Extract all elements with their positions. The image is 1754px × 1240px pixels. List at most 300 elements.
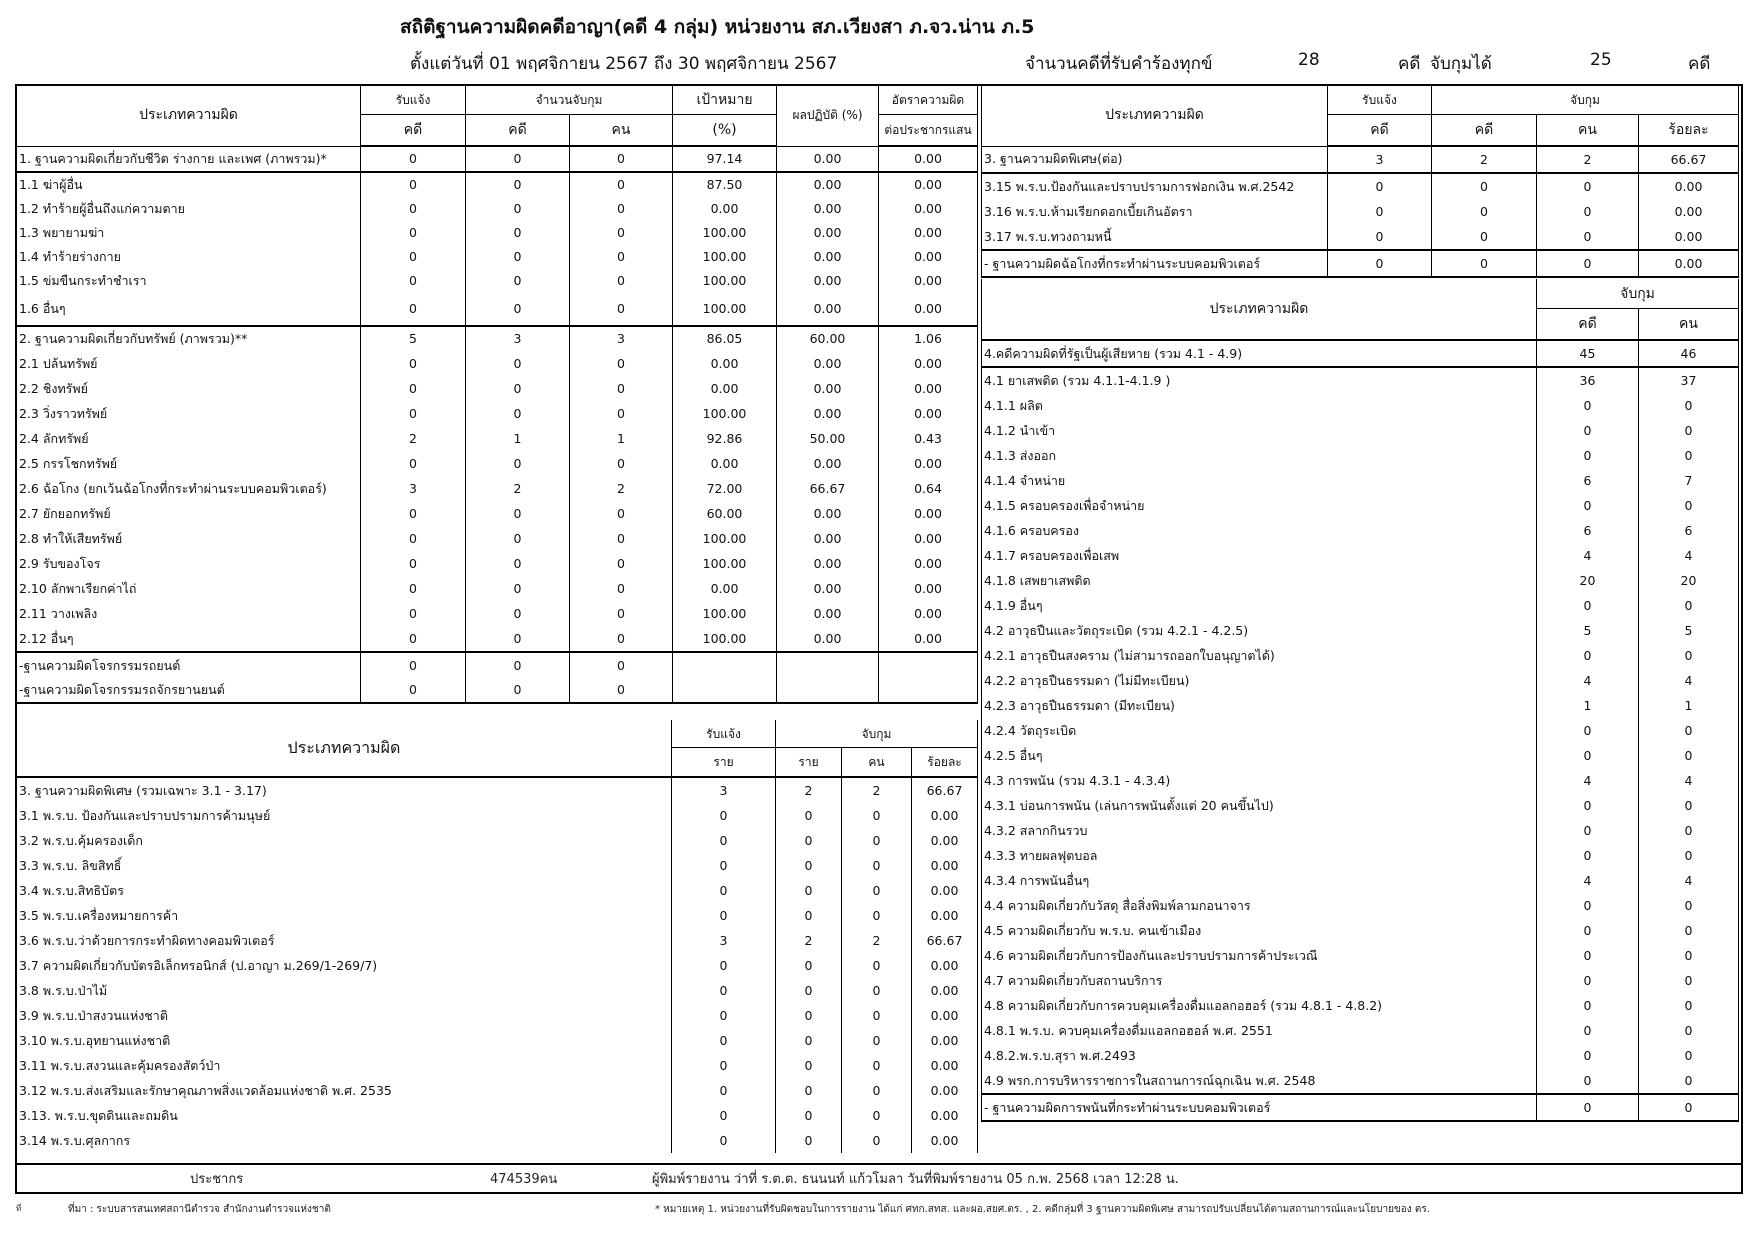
- table-row: [17, 451, 978, 476]
- cell-value: 3: [570, 326, 673, 351]
- cell-value: 0: [842, 1028, 912, 1053]
- row-label: 2.11 วางเพลิง: [17, 601, 361, 626]
- cell-value: 0.00: [673, 576, 777, 601]
- cell-value: 0.00: [777, 551, 879, 576]
- cell-value: 0.00: [673, 376, 777, 401]
- cell-value: 72.00: [673, 476, 777, 501]
- received-unit: คดี: [1398, 54, 1421, 74]
- cell-value: 0: [361, 172, 466, 197]
- table-row: [982, 618, 1739, 643]
- footer-mark: ที่: [16, 1204, 22, 1213]
- cell-value: 0: [361, 601, 466, 626]
- cell-value: 1: [1537, 693, 1639, 718]
- col-header-person: คน: [570, 115, 673, 147]
- cell-value: 0: [570, 221, 673, 245]
- cell-value: 0: [842, 1103, 912, 1128]
- cell-value: 0: [361, 245, 466, 269]
- cell-value: 0: [776, 1053, 842, 1078]
- sec4-header-arrested: จับกุม: [1537, 279, 1739, 309]
- col-header-arrest-count: จำนวนจับกุม: [466, 85, 673, 115]
- table-row: [982, 668, 1739, 693]
- row-label: 3. ฐานความผิดพิเศษ(ต่อ): [982, 146, 1328, 173]
- cell-value: 0: [361, 451, 466, 476]
- cell-value: 100.00: [673, 269, 777, 293]
- row-label: 3.17 พ.ร.บ.ทวงถามหนี้: [982, 224, 1328, 250]
- cell-value: 0: [466, 172, 570, 197]
- row-label: 4.7 ความผิดเกี่ยวกับสถานบริการ: [982, 968, 1537, 993]
- table-row: [982, 893, 1739, 918]
- table-row: [982, 367, 1739, 393]
- table-row: [17, 172, 978, 197]
- cell-value: 0: [1639, 843, 1739, 868]
- row-label: 2.10 ลักพาเรียกค่าไถ่: [17, 576, 361, 601]
- cell-value: 0: [1639, 493, 1739, 518]
- row-label: 4.3.1 บ่อนการพนัน (เล่นการพนันตั้งแต่ 20 คนขึ้นไป): [982, 793, 1537, 818]
- row-label: 4.1 ยาเสพติด (รวม 4.1.1-4.1.9 ): [982, 367, 1537, 393]
- cell-value: 0.00: [879, 269, 978, 293]
- population-value: 474539คน: [490, 1172, 558, 1187]
- row-label: 1.3 พยายามฆ่า: [17, 221, 361, 245]
- special-crime-table: [16, 720, 978, 1153]
- right-header-reported: รับแจ้ง: [1328, 85, 1432, 115]
- row-label: 4.2 อาวุธปืนและวัตถุระเบิด (รวม 4.2.1 - 4.2.5): [982, 618, 1537, 643]
- cell-value: 0.00: [673, 197, 777, 221]
- cell-value: 0: [1639, 893, 1739, 918]
- cell-value: 0: [570, 626, 673, 652]
- cell-value: 0: [361, 551, 466, 576]
- cell-value: 0: [842, 878, 912, 903]
- state-victim-table: [981, 279, 1739, 1122]
- cell-value: 0.43: [879, 426, 978, 451]
- cell-value: 0: [672, 1078, 776, 1103]
- right-header-person: คน: [1537, 115, 1639, 147]
- cell-value: 3: [361, 476, 466, 501]
- cell-value: 0: [842, 1078, 912, 1103]
- remark-note: * หมายเหตุ 1. หน่วยงานที่รับผิดชอบในการรายงาน ได้แก่ ศทก.สทส. และผอ.สยศ.ตร. , 2. คดีกลุ่มที่ 3 ฐานความผิดพิเศษ สามารถปรับเปลี่ยนได้ตามสถานการณ์และนโยบายของ ตร.: [655, 1204, 1430, 1215]
- table-row: [982, 593, 1739, 618]
- arrested-unit: คดี: [1688, 54, 1711, 74]
- cell-value: 100.00: [673, 401, 777, 426]
- cell-value: 0: [1537, 418, 1639, 443]
- cell-value: 3: [1328, 146, 1432, 173]
- cell-value: 100.00: [673, 601, 777, 626]
- cell-value: 0: [361, 293, 466, 326]
- cell-value: 0: [776, 1003, 842, 1028]
- cell-value: 0: [1537, 743, 1639, 768]
- table-row: [17, 426, 978, 451]
- cell-value: 0.00: [879, 501, 978, 526]
- cell-value: 0: [1537, 1068, 1639, 1094]
- table-row: [17, 978, 978, 1003]
- cell-value: 0: [466, 576, 570, 601]
- cell-value: 0.00: [879, 601, 978, 626]
- table-row: [17, 853, 978, 878]
- cell-value: 2: [842, 928, 912, 953]
- cell-value: [879, 678, 978, 703]
- row-label: 4.คดีความผิดที่รัฐเป็นผู้เสียหาย (รวม 4.1 - 4.9): [982, 340, 1537, 367]
- cell-value: 6: [1537, 468, 1639, 493]
- cell-value: 0.00: [777, 626, 879, 652]
- row-label: 4.1.2 นำเข้า: [982, 418, 1537, 443]
- table-row: [17, 777, 978, 803]
- table-row: [982, 743, 1739, 768]
- cell-value: 0: [570, 551, 673, 576]
- cell-value: 0: [1537, 443, 1639, 468]
- table-row: [17, 376, 978, 401]
- cell-value: 0.00: [879, 245, 978, 269]
- cell-value: 0.00: [777, 576, 879, 601]
- cell-value: 2: [776, 928, 842, 953]
- row-label: 3.5 พ.ร.บ.เครื่องหมายการค้า: [17, 903, 672, 928]
- cell-value: 0: [1537, 843, 1639, 868]
- table-row: [17, 953, 978, 978]
- cell-value: 0: [672, 903, 776, 928]
- cell-value: 0.00: [879, 376, 978, 401]
- table-row: [17, 678, 978, 703]
- cell-value: 0.00: [777, 245, 879, 269]
- table-row: [982, 1068, 1739, 1094]
- cell-value: 0: [1537, 968, 1639, 993]
- row-label: 1.6 อื่นๆ: [17, 293, 361, 326]
- received-label: จำนวนคดีที่รับคำร้องทุกข์: [1025, 54, 1213, 74]
- cell-value: 1: [570, 426, 673, 451]
- cell-value: 2: [1537, 146, 1639, 173]
- cell-value: 0: [672, 1028, 776, 1053]
- cell-value: 0: [1639, 918, 1739, 943]
- cell-value: 0: [776, 903, 842, 928]
- special-crime-cont-table: [981, 85, 1739, 278]
- row-label: 4.8.2.พ.ร.บ.สุรา พ.ศ.2493: [982, 1043, 1537, 1068]
- cell-value: [777, 652, 879, 678]
- cell-value: 0: [1432, 199, 1537, 224]
- cell-value: 0.00: [879, 146, 978, 172]
- cell-value: 0: [1537, 1094, 1639, 1121]
- table-row: [17, 221, 978, 245]
- col-header-case: คดี: [361, 115, 466, 147]
- cell-value: 0: [672, 828, 776, 853]
- cell-value: 0.00: [912, 1028, 978, 1053]
- printed-by: ผู้พิมพ์รายงาน ว่าที่ ร.ต.ต. ธนนนท์ แก้วโมลา วันที่พิมพ์รายงาน 05 ก.พ. 2568 เวลา 12:28 น.: [652, 1172, 1179, 1187]
- cell-value: 0.64: [879, 476, 978, 501]
- cell-value: 0: [1328, 224, 1432, 250]
- cell-value: 0: [1639, 968, 1739, 993]
- row-label: 4.8.1 พ.ร.บ. ควบคุมเครื่องดื่มแอลกอฮอล์ พ.ศ. 2551: [982, 1018, 1537, 1043]
- cell-value: 0: [1328, 173, 1432, 199]
- cell-value: 0.00: [879, 551, 978, 576]
- row-label: -ฐานความผิดโจรกรรมรถยนต์: [17, 652, 361, 678]
- cell-value: 0: [570, 401, 673, 426]
- table-row: [17, 803, 978, 828]
- row-label: 4.6 ความผิดเกี่ยวกับการป้องกันและปราบปรามการค้าประเวณี: [982, 943, 1537, 968]
- cell-value: 2: [466, 476, 570, 501]
- sec3-header-case-arrest: ราย: [776, 748, 842, 778]
- table-row: [982, 199, 1739, 224]
- table-row: [982, 250, 1739, 277]
- col-header-result: ผลปฏิบัติ (%): [777, 85, 879, 146]
- cell-value: 0.00: [777, 451, 879, 476]
- sec3-header-reported: รับแจ้ง: [672, 720, 776, 748]
- cell-value: 0: [361, 376, 466, 401]
- row-label: 2.7 ยักยอกทรัพย์: [17, 501, 361, 526]
- cell-value: 0.00: [777, 501, 879, 526]
- row-label: 2. ฐานความผิดเกี่ยวกับทรัพย์ (ภาพรวม)**: [17, 326, 361, 351]
- cell-value: 0.00: [912, 1078, 978, 1103]
- cell-value: 100.00: [673, 221, 777, 245]
- row-label: 4.1.3 ส่งออก: [982, 443, 1537, 468]
- cell-value: 0.00: [912, 1128, 978, 1153]
- cell-value: 0.00: [879, 451, 978, 476]
- cell-value: 0: [361, 501, 466, 526]
- cell-value: 92.86: [673, 426, 777, 451]
- row-label: 3.3 พ.ร.บ. ลิขสิทธิ์: [17, 853, 672, 878]
- row-label: 4.2.2 อาวุธปืนธรรมดา (ไม่มีทะเบียน): [982, 668, 1537, 693]
- right-header-case: คดี: [1328, 115, 1432, 147]
- row-label: 4.3.3 ทายผลฟุตบอล: [982, 843, 1537, 868]
- cell-value: 0: [1537, 250, 1639, 277]
- cell-value: 0: [1537, 593, 1639, 618]
- cell-value: 0: [842, 953, 912, 978]
- cell-value: 0: [570, 245, 673, 269]
- cell-value: 0.00: [912, 953, 978, 978]
- table-row: [17, 293, 978, 326]
- cell-value: 0.00: [879, 221, 978, 245]
- cell-value: 0: [1537, 493, 1639, 518]
- cell-value: 0: [361, 269, 466, 293]
- col-header-type: ประเภทความผิด: [17, 85, 361, 146]
- cell-value: 0.00: [1639, 224, 1739, 250]
- row-label: 2.1 ปล้นทรัพย์: [17, 351, 361, 376]
- received-value: 28: [1298, 50, 1320, 70]
- table-row: [982, 818, 1739, 843]
- arrested-label: จับกุมได้: [1430, 54, 1492, 74]
- cell-value: 0.00: [879, 576, 978, 601]
- cell-value: 0: [776, 978, 842, 1003]
- row-label: - ฐานความผิดฉ้อโกงที่กระทำผ่านระบบคอมพิวเตอร์: [982, 250, 1328, 277]
- row-label: 4.4 ความผิดเกี่ยวกับวัสดุ สื่อสิ่งพิมพ์ลามกอนาจาร: [982, 893, 1537, 918]
- cell-value: 0: [361, 652, 466, 678]
- table-row: [17, 551, 978, 576]
- row-label: 3.11 พ.ร.บ.สงวนและคุ้มครองสัตว์ป่า: [17, 1053, 672, 1078]
- cell-value: 4: [1537, 668, 1639, 693]
- table-row: [17, 269, 978, 293]
- row-label: 3.13. พ.ร.บ.ขุดดินและถมดิน: [17, 1103, 672, 1128]
- table-row: [17, 652, 978, 678]
- table-row: [982, 146, 1739, 173]
- cell-value: 0: [1537, 1018, 1639, 1043]
- cell-value: 0: [361, 401, 466, 426]
- cell-value: 0: [1639, 1018, 1739, 1043]
- cell-value: 0: [466, 197, 570, 221]
- row-label: 4.9 พรก.การบริหารราชการในสถานการณ์ฉุกเฉิน พ.ศ. 2548: [982, 1068, 1537, 1094]
- row-label: 3.16 พ.ร.บ.ห้ามเรียกดอกเบี้ยเกินอัตรา: [982, 199, 1328, 224]
- cell-value: 100.00: [673, 293, 777, 326]
- table-row: [17, 828, 978, 853]
- cell-value: 0.00: [912, 1003, 978, 1028]
- row-label: 3.15 พ.ร.บ.ป้องกันและปราบปรามการฟอกเงิน พ.ศ.2542: [982, 173, 1328, 199]
- table-row: [17, 245, 978, 269]
- table-row: [17, 197, 978, 221]
- cell-value: 5: [1537, 618, 1639, 643]
- row-label: 3.12 พ.ร.บ.ส่งเสริมและรักษาคุณภาพสิ่งแวดล้อมแห่งชาติ พ.ศ. 2535: [17, 1078, 672, 1103]
- row-label: 4.3 การพนัน (รวม 4.3.1 - 4.3.4): [982, 768, 1537, 793]
- cell-value: 6: [1537, 518, 1639, 543]
- table-row: [982, 518, 1739, 543]
- cell-value: 20: [1639, 568, 1739, 593]
- cell-value: 0: [776, 953, 842, 978]
- cell-value: 0: [1328, 199, 1432, 224]
- cell-value: 0: [361, 626, 466, 652]
- cell-value: 0.00: [777, 146, 879, 172]
- cell-value: 100.00: [673, 626, 777, 652]
- table-row: [17, 1028, 978, 1053]
- table-row: [982, 693, 1739, 718]
- table-row: [982, 568, 1739, 593]
- row-label: 3.1 พ.ร.บ. ป้องกันและปราบปรามการค้ามนุษย์: [17, 803, 672, 828]
- cell-value: 0: [1328, 250, 1432, 277]
- table-row: [17, 526, 978, 551]
- cell-value: 0: [1639, 1043, 1739, 1068]
- cell-value: 0: [1639, 393, 1739, 418]
- arrested-value: 25: [1590, 50, 1612, 70]
- cell-value: 0: [1537, 224, 1639, 250]
- cell-value: 36: [1537, 367, 1639, 393]
- row-label: 4.2.5 อื่นๆ: [982, 743, 1537, 768]
- cell-value: 4: [1537, 543, 1639, 568]
- cell-value: 0: [776, 1103, 842, 1128]
- cell-value: 0.00: [879, 351, 978, 376]
- table-row: [17, 1003, 978, 1028]
- cell-value: 0: [1639, 943, 1739, 968]
- cell-value: 66.67: [1639, 146, 1739, 173]
- cell-value: 0: [466, 451, 570, 476]
- cell-value: 0: [1537, 393, 1639, 418]
- row-label: 3. ฐานความผิดพิเศษ (รวมเฉพาะ 3.1 - 3.17): [17, 777, 672, 803]
- right-header-case-arrest: คดี: [1432, 115, 1537, 147]
- cell-value: 2: [1432, 146, 1537, 173]
- right-header-percent: ร้อยละ: [1639, 115, 1739, 147]
- cell-value: 0: [1639, 1094, 1739, 1121]
- source-note: ที่มา : ระบบสารสนเทศสถานีตำรวจ สำนักงานตำรวจแห่งชาติ: [68, 1204, 331, 1215]
- cell-value: 4: [1639, 768, 1739, 793]
- table-row: [17, 326, 978, 351]
- table-row: [17, 501, 978, 526]
- table-row: [982, 868, 1739, 893]
- cell-value: 86.05: [673, 326, 777, 351]
- cell-value: 0: [776, 878, 842, 903]
- row-label: 1.1 ฆ่าผู้อื่น: [17, 172, 361, 197]
- row-label: 3.2 พ.ร.บ.คุ้มครองเด็ก: [17, 828, 672, 853]
- table-row: [17, 146, 978, 172]
- cell-value: 0: [361, 576, 466, 601]
- row-label: 4.1.8 เสพยาเสพติด: [982, 568, 1537, 593]
- row-label: 4.1.1 ผลิต: [982, 393, 1537, 418]
- cell-value: 0: [672, 1103, 776, 1128]
- cell-value: 0: [361, 351, 466, 376]
- cell-value: 0: [672, 953, 776, 978]
- cell-value: 0: [1537, 173, 1639, 199]
- cell-value: 0.00: [912, 828, 978, 853]
- cell-value: 0.00: [1639, 173, 1739, 199]
- cell-value: 0: [466, 245, 570, 269]
- row-label: 4.3.2 สลากกินรวบ: [982, 818, 1537, 843]
- cell-value: 0: [361, 146, 466, 172]
- cell-value: 0: [842, 853, 912, 878]
- cell-value: 0: [672, 1053, 776, 1078]
- cell-value: 0: [466, 146, 570, 172]
- cell-value: 0.00: [777, 197, 879, 221]
- cell-value: 0: [672, 878, 776, 903]
- cell-value: 50.00: [777, 426, 879, 451]
- cell-value: 46: [1639, 340, 1739, 367]
- sec4-header-person: คน: [1639, 309, 1739, 341]
- table-row: [982, 173, 1739, 199]
- cell-value: 1: [1639, 693, 1739, 718]
- sec3-header-percent: ร้อยละ: [912, 748, 978, 778]
- cell-value: 0.00: [1639, 199, 1739, 224]
- sec3-header-type: ประเภทความผิด: [17, 720, 672, 777]
- cell-value: 0: [1432, 224, 1537, 250]
- row-label: 2.6 ฉ้อโกง (ยกเว้นฉ้อโกงที่กระทำผ่านระบบคอมพิวเตอร์): [17, 476, 361, 501]
- cell-value: 0.00: [777, 601, 879, 626]
- table-row: [17, 601, 978, 626]
- cell-value: 0.00: [912, 978, 978, 1003]
- cell-value: 7: [1639, 468, 1739, 493]
- cell-value: 2: [842, 777, 912, 803]
- cell-value: 2: [361, 426, 466, 451]
- cell-value: 4: [1639, 868, 1739, 893]
- cell-value: 0.00: [1639, 250, 1739, 277]
- cell-value: 0.00: [777, 269, 879, 293]
- cell-value: 0: [1639, 643, 1739, 668]
- cell-value: 0: [672, 1003, 776, 1028]
- table-row: [17, 903, 978, 928]
- cell-value: 0: [570, 172, 673, 197]
- row-label: 2.5 กรรโชกทรัพย์: [17, 451, 361, 476]
- col-header-percent: (%): [673, 115, 777, 147]
- cell-value: 1.06: [879, 326, 978, 351]
- col-header-case-arrest: คดี: [466, 115, 570, 147]
- table-row: [982, 1043, 1739, 1068]
- cell-value: 0: [1639, 793, 1739, 818]
- cell-value: 5: [361, 326, 466, 351]
- cell-value: 37: [1639, 367, 1739, 393]
- report-title: สถิติฐานความผิดคดีอาญา(คดี 4 กลุ่ม) หน่วยงาน สภ.เวียงสา ภ.จว.น่าน ภ.5: [400, 16, 1035, 38]
- cell-value: 0: [466, 551, 570, 576]
- row-label: 4.2.3 อาวุธปืนธรรมดา (มีทะเบียน): [982, 693, 1537, 718]
- cell-value: 0: [842, 803, 912, 828]
- cell-value: 0: [776, 1128, 842, 1153]
- cell-value: 6: [1639, 518, 1739, 543]
- cell-value: 0.00: [879, 293, 978, 326]
- cell-value: 0.00: [777, 221, 879, 245]
- cell-value: 0: [1537, 199, 1639, 224]
- cell-value: 0.00: [879, 172, 978, 197]
- cell-value: 0: [776, 803, 842, 828]
- cell-value: 0: [1639, 443, 1739, 468]
- cell-value: 1: [466, 426, 570, 451]
- col-header-reported: รับแจ้ง: [361, 85, 466, 115]
- table-row: [982, 718, 1739, 743]
- cell-value: 0: [1639, 818, 1739, 843]
- cell-value: 0: [1639, 743, 1739, 768]
- cell-value: 0: [466, 678, 570, 703]
- table-row: [17, 1053, 978, 1078]
- cell-value: 60.00: [673, 501, 777, 526]
- cell-value: 0: [1432, 173, 1537, 199]
- cell-value: 0: [1639, 418, 1739, 443]
- cell-value: 0.00: [912, 878, 978, 903]
- cell-value: 0: [570, 269, 673, 293]
